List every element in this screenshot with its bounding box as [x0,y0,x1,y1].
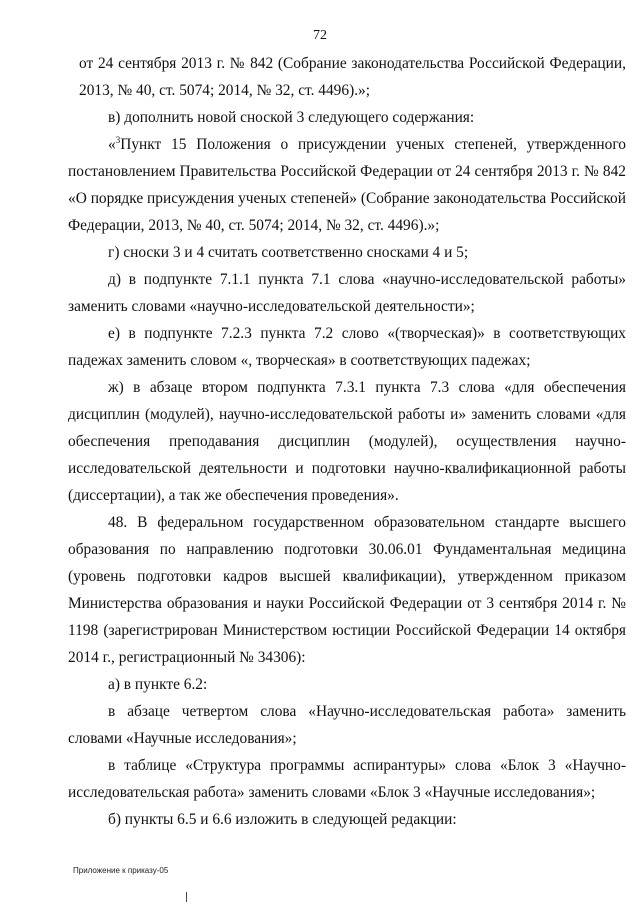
paragraph-item-g: г) сноски 3 и 4 считать соответственно сносками 4 и 5; [108,244,469,261]
paragraph-48: 48. В федеральном государственном образовательном стандарте высшего образования по направлению подготовки 30.06.01 Фундаментальная медицина (уровень подготовки кадров высшей квалификации), утвержденном приказом Министерства образования и науки Российской Федерации от 3 сентября 2014 г. № 1198 (зарегистрирован Министерством юстиции Российской Федерации 14 октября 2014 г., регистрационный № 34306): [68,514,626,666]
paragraph-item-d: д) в подпункте 7.1.1 пункта 7.1 слова «научно-исследовательской работы» заменить словами «научно-исследовательской деятельности»; [68,271,626,315]
paragraph-item-v: в) дополнить новой сноской 3 следующего содержания: [108,109,475,126]
footnote-marker: 3 [115,134,121,145]
paragraph-footnote-text [68,131,626,239]
scan-mark [186,892,187,902]
paragraph-abzac-4: в абзаце четвертом слова «Научно-исследовательская работа» заменить словами «Научные исследования»; [68,703,626,747]
page-number: 72 [313,28,327,43]
paragraph-continuation: от 24 сентября 2013 г. № 842 (Собрание законодательства Российской Федерации, 2013, № 40, ст. 5074; 2014, № 32, ст. 4496).»; [79,55,626,99]
paragraph-item-e: е) в подпункте 7.2.3 пункта 7.2 слово «(творческая)» в соответствующих падежах заменить словом «, творческая» в соответствующих падежах; [68,325,626,369]
paragraph-table-block: в таблице «Структура программы аспирантуры» слова «Блок 3 «Научно-исследовательская работа» заменить словами «Блок 3 «Научные исследования»; [68,757,626,801]
page-footer: Приложение к приказу-05 [73,866,169,875]
paragraph-item-zh: ж) в абзаце втором подпункта 7.3.1 пункта 7.3 слова «для обеспечения дисциплин (модулей), научно-исследовательской работы и» заменить словами «для обеспечения преподавания дисциплин (модулей), осуществления научно-исследовательской деятельности и подготовки научно-квалификационной работы (диссертации), а так же обеспечения проведения». [68,379,626,504]
document-body [68,50,626,833]
footnote-body: Пункт 15 Положения о присуждении ученых степеней, утвержденного постановлением Правительства Российской Федерации от 24 сентября 2013 г. № 842 «О порядке присуждения ученых степеней» (Собрание законодательства Российской Федерации, 2013, № 40, ст. 5074; 2014, № 32, ст. 4496).»; [68,136,626,234]
paragraph-item-b: б) пункты 6.5 и 6.6 изложить в следующей редакции: [108,811,457,828]
open-quote: « [108,136,116,153]
paragraph-item-a: а) в пункте 6.2: [108,676,208,693]
